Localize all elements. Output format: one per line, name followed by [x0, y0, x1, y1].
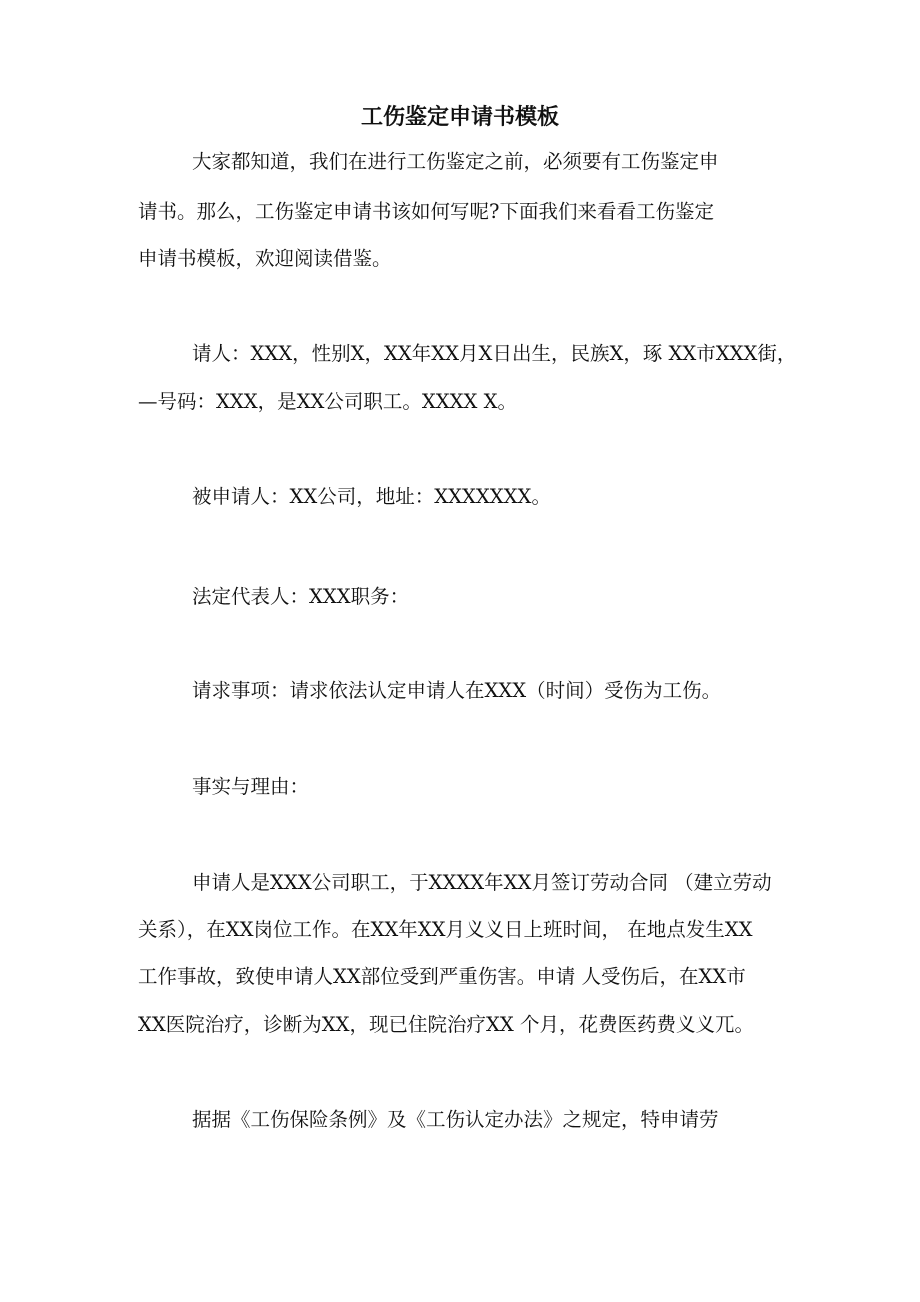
applicant-line-1: 请人：XXX，性别X，XX年XX月X日出生，民族X，琢 XX市XXX街，	[192, 342, 797, 365]
intro-line-1: 大家都知道，我们在进行工伤鉴定之前，必须要有工伤鉴定申	[192, 150, 719, 173]
legal-basis-line: 据据《工伤保险条例》及《工伤认定办法》之规定，特申请劳	[192, 1108, 719, 1131]
facts-heading: 事实与理由：	[192, 775, 310, 798]
legal-representative-line: 法定代表人：XXX职务：	[192, 585, 410, 608]
intro-line-2: 请书。那么，工伤鉴定申请书该如何写呢?下面我们来看看工伤鉴定	[138, 200, 714, 223]
request-line: 请求事项：请求依法认定申请人在XXX（时间）受伤为工伤。	[192, 679, 722, 702]
intro-line-3: 申请书模板，欢迎阅读借鉴。	[138, 247, 392, 270]
facts-line-3: 工作事故，致使申请人XX部位受到严重伤害。申请 人受伤后，在XX市	[138, 965, 746, 988]
respondent-line: 被申请人：XX公司，地址：XXXXXXX。	[192, 485, 551, 508]
facts-line-1: 申请人是XXX公司职工，于XXXX年XX月签订劳动合同 （建立劳动	[192, 871, 772, 894]
applicant-line-2: —号码：XXX，是XX公司职工。XXXX X。	[138, 390, 518, 413]
document-title: 工伤鉴定申请书模板	[360, 104, 559, 130]
facts-line-2: 关系），在XX岗位工作。在XX年XX月义义日上班时间， 在地点发生XX	[138, 918, 753, 941]
facts-line-4: XX医院治疗，诊断为XX，现已住院治疗XX 个月，花费医药费义义兀。	[138, 1013, 754, 1036]
